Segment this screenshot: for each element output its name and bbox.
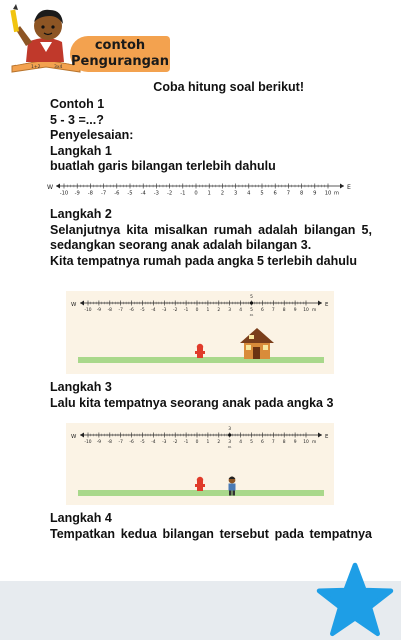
tick-label: 2 (217, 439, 221, 445)
tick-label: 6 (273, 190, 277, 197)
tick-label: -4 (151, 439, 156, 445)
marker-sub-label: x₁ (227, 443, 232, 449)
tick-label: -8 (107, 307, 112, 313)
tick-label: -1 (183, 307, 189, 313)
arrow-right-icon (318, 433, 322, 438)
west-label: W (71, 302, 77, 308)
tick-label: -4 (140, 190, 146, 197)
tick-label: 5 (250, 439, 253, 445)
tick-label: 8 (282, 439, 286, 445)
number-line-3 (66, 423, 334, 459)
arrow-left-icon (80, 301, 84, 306)
tick-label: 10 (324, 190, 332, 197)
scene-child-panel (66, 423, 334, 505)
tick-label: 7 (271, 439, 275, 445)
step-1-text: buatlah garis bilangan terlebih dahulu (50, 159, 276, 173)
tick-label: 7 (271, 307, 275, 313)
svg-text:1+2: 1+2 (31, 65, 41, 70)
tick-label: 8 (282, 307, 286, 313)
step-1-title: Langkah 1 (50, 143, 112, 158)
tick-label: -9 (96, 307, 102, 313)
header-title-line1: contoh (94, 38, 146, 53)
tick-label: 10 (303, 307, 309, 313)
example-block (50, 97, 372, 175)
tick-label: -3 (162, 307, 167, 313)
tick-label: -5 (127, 190, 133, 197)
step-4-text: Tempatkan kedua bilangan tersebut pada tempatnya (50, 526, 372, 541)
step-3-title: Langkah 3 (50, 380, 112, 394)
step-2-block (50, 207, 372, 269)
star-icon (316, 562, 394, 640)
tick-label: 0 (195, 307, 199, 313)
marker-label: 5 (250, 295, 253, 300)
tick-label: 1 (207, 190, 211, 197)
tick-label: -3 (153, 190, 159, 197)
marker-dot (228, 433, 231, 436)
arrow-left-icon (80, 433, 84, 438)
scene-ground (66, 459, 334, 505)
tick-label: 9 (293, 307, 297, 313)
tick-label: 4 (247, 190, 251, 197)
east-label: E (325, 302, 329, 308)
arrow-right-icon (340, 184, 344, 189)
unit-label: m (334, 190, 340, 197)
hydrant-icon (195, 344, 205, 358)
scene-ground (66, 327, 334, 374)
tick-label: 5 (260, 190, 264, 197)
step-3-text: Lalu kita tempatnya seorang anak pada angka 3 (50, 395, 334, 410)
tick-label: -2 (173, 439, 178, 445)
step-2-text: Selanjutnya kita misalkan rumah adalah bilangan 5, sedangkan seorang anak adalah bilangan 3. (50, 222, 372, 252)
tick-label: -10 (59, 190, 69, 197)
number-line-1 (40, 176, 362, 202)
tick-label: -6 (129, 307, 134, 313)
tick-label: 4 (239, 307, 242, 313)
east-label: E (325, 434, 329, 440)
step-4-title: Langkah 4 (50, 511, 112, 525)
solution-label: Penyelesaian: (50, 128, 134, 142)
tick-label: 5 (250, 307, 253, 313)
tick-label: -7 (101, 190, 107, 197)
step-2-title: Langkah 2 (50, 207, 112, 221)
tick-label: 7 (286, 190, 291, 197)
step-3-block (50, 380, 372, 411)
step-2-text-2: Kita tempatnya rumah pada angka 5 terlebih dahulu (50, 253, 358, 268)
tick-label: 3 (233, 190, 238, 197)
svg-text:3x4: 3x4 (54, 65, 63, 70)
tick-label: 4 (239, 439, 242, 445)
tick-label: -1 (183, 439, 189, 445)
tick-label: 6 (261, 439, 264, 445)
tick-label: -2 (173, 307, 178, 313)
tick-label: 10 (303, 439, 309, 445)
header-badge (70, 36, 170, 72)
tick-label: -5 (140, 439, 145, 445)
tick-label: -6 (129, 439, 134, 445)
scene-house-panel (66, 291, 334, 374)
unit-label: m (312, 439, 317, 445)
marker-dot (250, 301, 253, 304)
tick-label: 1 (206, 439, 210, 445)
tick-label: -9 (96, 439, 102, 445)
tick-label: -8 (87, 190, 93, 197)
tick-label: 3 (228, 439, 232, 445)
tick-label: -7 (118, 307, 123, 313)
number-line-2 (66, 291, 334, 327)
marker-sub-label: x₁ (249, 311, 254, 317)
tick-label: -7 (118, 439, 123, 445)
example-title: Contoh 1 (50, 97, 105, 111)
tick-label: 1 (206, 307, 210, 313)
tick-label: -2 (167, 190, 173, 197)
house-icon (240, 328, 274, 359)
tick-label: -10 (84, 439, 92, 445)
step-4-block (50, 511, 372, 542)
tick-label: 9 (293, 439, 297, 445)
tick-label: -8 (107, 439, 112, 445)
west-label: W (47, 184, 54, 191)
tick-label: -9 (74, 190, 80, 197)
unit-label: m (312, 307, 317, 313)
arrow-left-icon (56, 184, 60, 189)
tick-label: 0 (195, 439, 199, 445)
west-label: W (71, 434, 77, 440)
tick-label: -6 (114, 190, 120, 197)
tick-label: -4 (151, 307, 156, 313)
east-label: E (347, 184, 351, 191)
tick-label: 3 (228, 307, 232, 313)
tick-label: 8 (299, 190, 304, 197)
tick-label: 2 (217, 307, 221, 313)
tick-label: 2 (220, 190, 225, 197)
tick-label: -1 (180, 190, 186, 197)
tick-label: 6 (261, 307, 264, 313)
tick-label: -10 (84, 307, 92, 313)
tick-label: 0 (194, 190, 198, 197)
marker-label: 3 (228, 427, 232, 432)
arrow-right-icon (318, 301, 322, 306)
example-problem: 5 - 3 =...? (50, 112, 104, 127)
instruction-text: Coba hitung soal berikut! (153, 80, 304, 94)
header-title-line2: Pengurangan (71, 54, 169, 69)
hydrant-icon (195, 477, 205, 491)
tick-label: -5 (140, 307, 145, 313)
tick-label: 9 (313, 190, 317, 197)
tick-label: -3 (162, 439, 167, 445)
